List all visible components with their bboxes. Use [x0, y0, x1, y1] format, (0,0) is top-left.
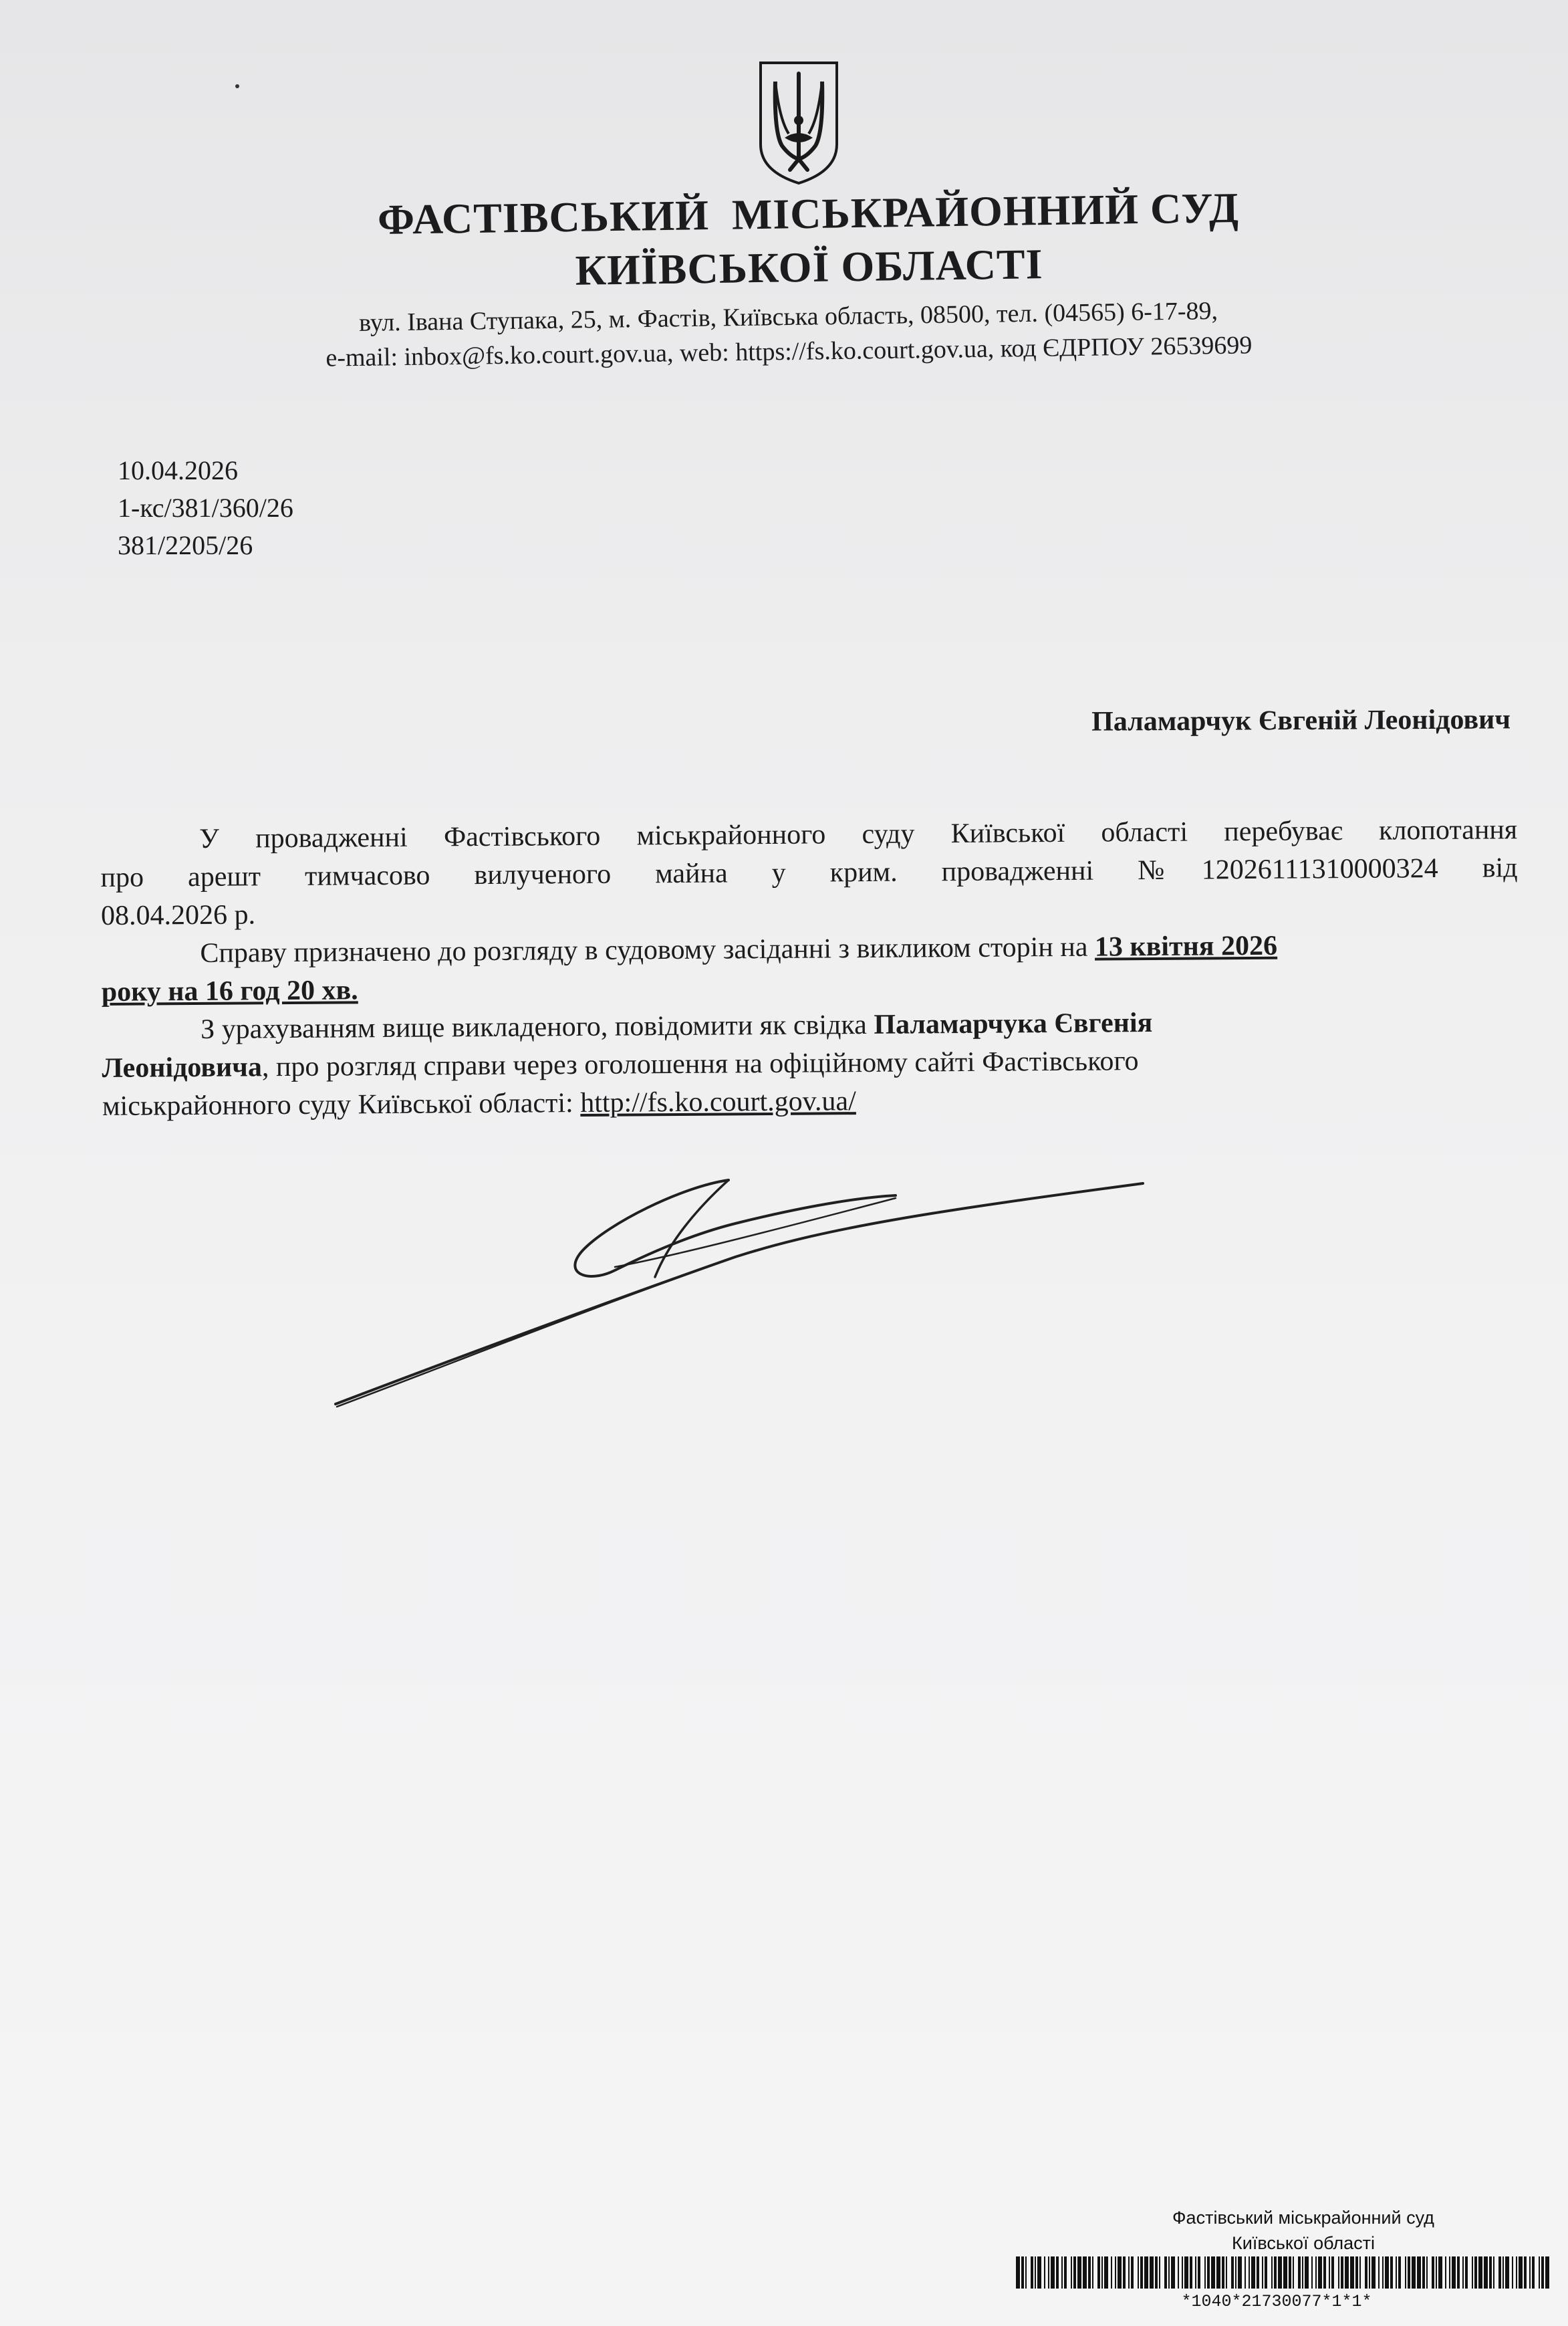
barcode-bar — [1111, 2256, 1112, 2289]
barcode-bar — [1204, 2256, 1206, 2289]
barcode-bar — [1222, 2256, 1224, 2289]
barcode-bar — [1088, 2256, 1091, 2289]
barcode-bar — [1341, 2256, 1343, 2289]
barcode-bar — [1474, 2256, 1477, 2289]
barcode-bar — [1044, 2256, 1045, 2289]
letter-body — [100, 811, 1519, 1126]
court-stamp-label — [1103, 2205, 1504, 2256]
barcode — [1016, 2256, 1551, 2289]
barcode-bar — [1077, 2256, 1081, 2289]
document-meta — [118, 452, 293, 564]
barcode-bar — [1516, 2256, 1517, 2289]
barcode-bar — [1101, 2256, 1103, 2289]
court-email-web: e-mail: inbox@fs.ko.court.gov.ua, web: https://fs.ko.court.gov.ua, код ЄДРПОУ 26539699 — [325, 331, 1253, 372]
barcode-bar — [1064, 2256, 1067, 2289]
barcode-bar — [1289, 2256, 1291, 2289]
barcode-bar — [1164, 2256, 1167, 2289]
barcode-bar — [1178, 2256, 1179, 2289]
barcode-bar — [1422, 2256, 1425, 2289]
barcode-bar — [1021, 2256, 1024, 2289]
barcode-bar — [1031, 2256, 1033, 2289]
barcode-bar — [1408, 2256, 1410, 2289]
coat-of-arms-icon — [755, 59, 842, 186]
barcode-bar — [1083, 2256, 1087, 2289]
barcode-bar — [1035, 2256, 1036, 2289]
court-name-heading — [200, 179, 1418, 302]
barcode-bar — [1305, 2256, 1309, 2289]
barcode-bar — [1048, 2256, 1049, 2289]
barcode-bar — [1519, 2256, 1523, 2289]
barcode-bar — [1235, 2256, 1236, 2289]
barcode-number: *1040*21730077*1*1* — [1181, 2292, 1372, 2311]
barcode-bar — [1182, 2256, 1183, 2289]
barcode-bar — [1271, 2256, 1273, 2289]
barcode-bar — [1438, 2256, 1442, 2289]
stamp-line-1: Фастівський міськрайонний суд — [1172, 2208, 1434, 2228]
notice-line-3: міськрайонного суду Київської області: — [102, 1087, 581, 1122]
barcode-bar — [1190, 2256, 1192, 2289]
document-date: 10.04.2026 — [118, 455, 238, 485]
barcode-bar — [1207, 2256, 1210, 2289]
barcode-bar — [1184, 2256, 1188, 2289]
barcode-bar — [1168, 2256, 1170, 2289]
barcode-bar — [1128, 2256, 1130, 2289]
barcode-bar — [1331, 2256, 1334, 2289]
barcode-bar — [1118, 2256, 1122, 2289]
barcode-bar — [1385, 2256, 1389, 2289]
case-number-1: 1-кс/381/360/26 — [118, 493, 293, 523]
barcode-bar — [1283, 2256, 1287, 2289]
barcode-bar — [1532, 2256, 1535, 2289]
notice-middle: , про розгляд справи через оголошення на офіційному сайті Фастівського — [261, 1046, 1139, 1083]
addressee-name: Паламарчук Євгеній Леонідович — [1091, 704, 1511, 737]
barcode-bar — [1262, 2256, 1263, 2289]
barcode-bar — [1382, 2256, 1384, 2289]
barcode-bar — [1449, 2256, 1450, 2289]
barcode-bar — [1345, 2256, 1349, 2289]
barcode-bar — [1123, 2256, 1126, 2289]
barcode-bar — [1405, 2256, 1406, 2289]
barcode-bar — [1171, 2256, 1175, 2289]
paper-speck — [235, 84, 239, 88]
paragraph-1-line-1: У провадженні Фастівського міськрайонного суду Київської області перебуває клопотання — [199, 814, 1518, 854]
barcode-bar — [1274, 2256, 1277, 2289]
barcode-bar — [1144, 2256, 1148, 2289]
barcode-bar — [1457, 2256, 1460, 2289]
barcode-bar — [1211, 2256, 1215, 2289]
barcode-bar — [1315, 2256, 1317, 2289]
barcode-bar — [1417, 2256, 1421, 2289]
barcode-bar — [1489, 2256, 1492, 2289]
barcode-bar — [1097, 2256, 1100, 2289]
barcode-bar — [1056, 2256, 1059, 2289]
barcode-bar — [1545, 2256, 1549, 2289]
court-website-link[interactable]: http://fs.ko.court.gov.ua/ — [580, 1086, 856, 1119]
barcode-bar — [1216, 2256, 1220, 2289]
barcode-bar — [1323, 2256, 1326, 2289]
barcode-bar — [1329, 2256, 1330, 2289]
barcode-bar — [1265, 2256, 1267, 2289]
barcode-bar — [1073, 2256, 1076, 2289]
barcode-bar — [1104, 2256, 1108, 2289]
barcode-bar — [1025, 2256, 1027, 2289]
barcode-bar — [1436, 2256, 1437, 2289]
barcode-bar — [1195, 2256, 1196, 2289]
barcode-bar — [1238, 2256, 1242, 2289]
barcode-bar — [1541, 2256, 1544, 2289]
case-number-2: 381/2205/26 — [118, 530, 253, 560]
stamp-line-2: Київської області — [1232, 2233, 1375, 2253]
barcode-bar — [1061, 2256, 1063, 2289]
barcode-bar — [1365, 2256, 1367, 2289]
barcode-bar — [1302, 2256, 1303, 2289]
hearing-date: 13 квітня 2026 — [1094, 930, 1278, 963]
barcode-bar — [1412, 2256, 1416, 2289]
court-contacts — [220, 292, 1357, 377]
barcode-bar — [1498, 2256, 1501, 2289]
barcode-bar — [1150, 2256, 1154, 2289]
barcode-bar — [1529, 2256, 1531, 2289]
barcode-bar — [1445, 2256, 1446, 2289]
barcode-bar — [1426, 2256, 1428, 2289]
barcode-bar — [1465, 2256, 1468, 2289]
paragraph-1-line-3: 08.04.2026 р. — [100, 899, 256, 931]
barcode-bar — [1226, 2256, 1227, 2289]
barcode-bar — [1037, 2256, 1041, 2289]
barcode-bar — [1502, 2256, 1504, 2289]
barcode-bar — [1159, 2256, 1160, 2289]
barcode-bar — [1359, 2256, 1361, 2289]
barcode-bar — [1338, 2256, 1339, 2289]
barcode-bar — [1350, 2256, 1354, 2289]
barcode-bar — [1398, 2256, 1401, 2289]
barcode-bar — [1131, 2256, 1134, 2289]
barcode-bar — [1505, 2256, 1509, 2289]
barcode-bar — [1251, 2256, 1255, 2289]
barcode-bar — [1231, 2256, 1234, 2289]
barcode-bar — [1472, 2256, 1473, 2289]
barcode-bar — [1198, 2256, 1200, 2289]
barcode-bar — [1138, 2256, 1139, 2289]
barcode-bar — [1311, 2256, 1313, 2289]
witness-name-part-1: Паламарчука Євгенія — [874, 1008, 1153, 1040]
paragraph-1-line-2: про арешт тимчасово вилученого майна у крим. провадженні №12026111310000324 від — [100, 852, 1518, 893]
barcode-bar — [1293, 2256, 1294, 2289]
handwritten-signature — [321, 1150, 1163, 1417]
barcode-bar — [1452, 2256, 1456, 2289]
court-name-line-2: КИЇВСЬКОЇ ОБЛАСТІ — [575, 240, 1043, 294]
barcode-bar — [1245, 2256, 1246, 2289]
barcode-bar — [1140, 2256, 1143, 2289]
barcode-bar — [1298, 2256, 1301, 2289]
barcode-bar — [1115, 2256, 1116, 2289]
barcode-bar — [1371, 2256, 1376, 2289]
barcode-bar — [1355, 2256, 1358, 2289]
barcode-bar — [1016, 2256, 1020, 2289]
barcode-bar — [1278, 2256, 1282, 2289]
barcode-bar — [1318, 2256, 1322, 2289]
barcode-bar — [1369, 2256, 1370, 2289]
barcode-bar — [1524, 2256, 1527, 2289]
barcode-bar — [1378, 2256, 1380, 2289]
barcode-bar — [1155, 2256, 1158, 2289]
barcode-bar — [1390, 2256, 1393, 2289]
barcode-bar — [1257, 2256, 1259, 2289]
witness-name-part-2: Леонідовича — [102, 1052, 263, 1084]
barcode-bar — [1493, 2256, 1494, 2289]
court-address: вул. Івана Ступака, 25, м. Фастів, Київська область, 08500, тел. (04565) 6-17-89, — [358, 297, 1218, 337]
hearing-time: року на 16 год 20 хв. — [101, 975, 358, 1008]
barcode-bar — [1432, 2256, 1434, 2289]
barcode-bar — [1249, 2256, 1250, 2289]
barcode-bar — [1051, 2256, 1055, 2289]
notice-prefix: З урахуванням вище викладеного, повідомити як свідка — [201, 1009, 874, 1045]
barcode-bar — [1478, 2256, 1482, 2289]
barcode-bar — [1512, 2256, 1513, 2289]
barcode-bar — [1071, 2256, 1072, 2289]
hearing-text: Справу призначено до розгляду в судовому засіданні з викликом сторін на — [200, 931, 1095, 969]
barcode-bar — [1484, 2256, 1488, 2289]
barcode-bar — [1539, 2256, 1540, 2289]
barcode-bar — [1396, 2256, 1397, 2289]
barcode-bar — [1462, 2256, 1464, 2289]
court-name-line-1: ФАСТІВСЬКИЙ МІСЬКРАЙОННИЙ СУД — [377, 184, 1240, 243]
barcode-bar — [1092, 2256, 1093, 2289]
